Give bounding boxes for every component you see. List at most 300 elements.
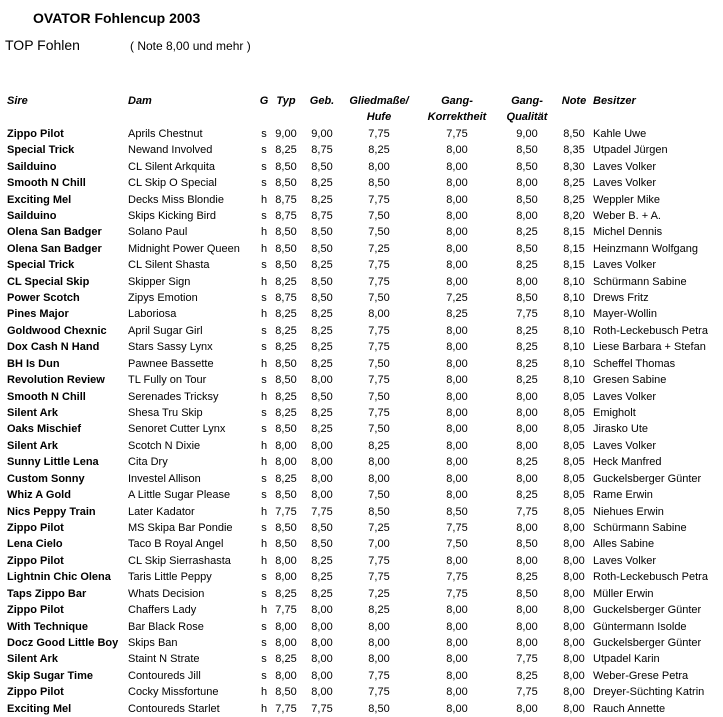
cell-gliedmasse-hufe: 7,75 (368, 571, 390, 584)
cell-note: 8,15 (563, 226, 585, 239)
cell-dam: Skips Kicking Bird (128, 209, 217, 222)
cell-note: 8,00 (563, 587, 585, 600)
cell-sire: Sailduino (7, 209, 57, 222)
cell-g: h (260, 505, 268, 518)
cell-dam: Aprils Chestnut (128, 127, 203, 140)
cell-gang-qualitaet: 8,00 (516, 439, 538, 452)
cell-besitzer: Rame Erwin (593, 489, 653, 502)
cell-typ: 8,25 (275, 653, 297, 666)
cell-g: s (261, 292, 267, 305)
cell-typ: 8,25 (275, 308, 297, 321)
cell-geb: 8,00 (311, 620, 333, 633)
cell-sire: Nics Peppy Train (7, 505, 96, 518)
cell-gang-qualitaet: 8,50 (516, 242, 538, 255)
cell-gang-qualitaet: 8,00 (516, 554, 538, 567)
cell-typ: 8,50 (275, 489, 297, 502)
cell-gang-korrektheit: 8,00 (446, 226, 468, 239)
cell-typ: 7,75 (275, 505, 297, 518)
cell-sire: Custom Sonny (7, 472, 85, 485)
cell-besitzer: Weber-Grese Petra (593, 669, 689, 682)
cell-gang-qualitaet: 8,50 (516, 587, 538, 600)
cell-besitzer: Guckelsberger Günter (593, 472, 702, 485)
cell-gang-qualitaet: 8,25 (516, 341, 538, 354)
cell-g: s (261, 636, 267, 649)
cell-gliedmasse-hufe: 8,25 (368, 604, 390, 617)
cell-gang-korrektheit: 8,00 (446, 390, 468, 403)
cell-dam: Bar Black Rose (128, 620, 204, 633)
page-title: OVATOR Fohlencup 2003 (33, 10, 201, 26)
cell-gang-qualitaet: 8,00 (516, 636, 538, 649)
cell-geb: 8,25 (311, 341, 333, 354)
cell-dam: Laboriosa (128, 308, 177, 321)
cell-sire: Silent Ark (7, 653, 58, 666)
cell-gang-qualitaet: 7,75 (516, 308, 538, 321)
cell-geb: 8,50 (311, 292, 333, 305)
cell-gliedmasse-hufe: 7,75 (368, 341, 390, 354)
cell-gliedmasse-hufe: 7,50 (368, 226, 390, 239)
cell-gang-korrektheit: 8,00 (446, 407, 468, 420)
cell-note: 8,05 (563, 439, 585, 452)
table-row (7, 241, 719, 257)
col-header-besitzer: Besitzer (593, 95, 636, 107)
cell-g: h (260, 604, 268, 617)
table-row (7, 224, 719, 240)
cell-sire: Zippo Pilot (7, 604, 64, 617)
cell-geb: 8,50 (311, 226, 333, 239)
cell-geb: 8,25 (311, 587, 333, 600)
cell-note: 8,00 (563, 620, 585, 633)
col-header-gliedmasse-hufe: Gliedmaße/ Hufe (349, 95, 409, 124)
cell-gliedmasse-hufe: 8,00 (368, 472, 390, 485)
cell-geb: 8,00 (311, 472, 333, 485)
col-header-geb: Geb. (309, 95, 335, 107)
col-header-gang-qualitaet: Gang- Qualität (506, 95, 548, 124)
cell-typ: 8,50 (275, 374, 297, 387)
cell-gliedmasse-hufe: 8,25 (368, 144, 390, 157)
cell-dam: CL Skip O Special (128, 177, 217, 190)
cell-besitzer: Weber B. + A. (593, 209, 661, 222)
cell-gang-qualitaet: 7,75 (516, 505, 538, 518)
cell-g: h (260, 226, 268, 239)
cell-g: s (261, 669, 267, 682)
cell-dam: CL Silent Shasta (128, 259, 210, 272)
cell-note: 8,05 (563, 390, 585, 403)
cell-typ: 8,75 (275, 292, 297, 305)
cell-besitzer: Guckelsberger Günter (593, 604, 702, 617)
cell-sire: Zippo Pilot (7, 521, 64, 534)
cell-gliedmasse-hufe: 7,75 (368, 554, 390, 567)
cell-sire: Pines Major (7, 308, 69, 321)
cell-typ: 8,25 (275, 324, 297, 337)
table-row (7, 339, 719, 355)
cell-note: 8,00 (563, 636, 585, 649)
cell-geb: 8,75 (311, 144, 333, 157)
table-row (7, 356, 719, 372)
cell-gang-qualitaet: 8,25 (516, 489, 538, 502)
cell-typ: 8,00 (275, 620, 297, 633)
cell-gang-korrektheit: 8,00 (446, 489, 468, 502)
col-header-gang-korrektheit: Gang- Korrektheit (427, 95, 487, 124)
cell-typ: 8,50 (275, 538, 297, 551)
cell-dam: Senoret Cutter Lynx (128, 423, 226, 436)
cell-gang-korrektheit: 8,00 (446, 193, 468, 206)
cell-dam: Investel Allison (128, 472, 201, 485)
cell-note: 8,00 (563, 571, 585, 584)
cell-sire: BH Is Dun (7, 357, 60, 370)
cell-gliedmasse-hufe: 8,00 (368, 160, 390, 173)
cell-gang-qualitaet: 8,00 (516, 390, 538, 403)
cell-sire: Special Trick (7, 144, 75, 157)
cell-gliedmasse-hufe: 7,75 (368, 275, 390, 288)
cell-g: h (260, 456, 268, 469)
cell-gang-qualitaet: 8,50 (516, 193, 538, 206)
cell-sire: Sunny Little Lena (7, 456, 99, 469)
cell-dam: A Little Sugar Please (128, 489, 231, 502)
cell-sire: Exciting Mel (7, 702, 72, 715)
cell-gliedmasse-hufe: 7,50 (368, 489, 390, 502)
cell-typ: 8,00 (275, 571, 297, 584)
table-row (7, 471, 719, 487)
table-row (7, 668, 719, 684)
cell-typ: 8,25 (275, 341, 297, 354)
cell-geb: 8,00 (311, 636, 333, 649)
cell-typ: 8,00 (275, 554, 297, 567)
cell-gang-korrektheit: 8,00 (446, 439, 468, 452)
cell-dam: Shesa Tru Skip (128, 407, 203, 420)
cell-gliedmasse-hufe: 7,75 (368, 259, 390, 272)
cell-note: 8,00 (563, 686, 585, 699)
cell-gang-korrektheit: 8,00 (446, 472, 468, 485)
cell-sire: Docz Good Little Boy (7, 636, 119, 649)
table-row (7, 323, 719, 339)
cell-besitzer: Guckelsberger Günter (593, 636, 702, 649)
table-row (7, 454, 719, 470)
cell-dam: Pawnee Bassette (128, 357, 214, 370)
cell-dam: Later Kadator (128, 505, 195, 518)
cell-sire: Whiz A Gold (7, 489, 71, 502)
cell-gang-korrektheit: 7,75 (446, 587, 468, 600)
cell-gliedmasse-hufe: 7,75 (368, 686, 390, 699)
cell-gang-korrektheit: 8,00 (446, 177, 468, 190)
cell-geb: 8,00 (311, 669, 333, 682)
cell-sire: Oaks Mischief (7, 423, 81, 436)
cell-gang-qualitaet: 8,00 (516, 275, 538, 288)
cell-besitzer: Scheffel Thomas (593, 357, 676, 370)
cell-sire: Revolution Review (7, 374, 105, 387)
cell-geb: 8,00 (311, 374, 333, 387)
cell-besitzer: Laves Volker (593, 439, 656, 452)
cell-gang-qualitaet: 8,00 (516, 620, 538, 633)
cell-gang-korrektheit: 8,00 (446, 620, 468, 633)
cell-gang-korrektheit: 8,00 (446, 702, 468, 715)
table-row (7, 257, 719, 273)
cell-sire: Exciting Mel (7, 193, 72, 206)
cell-note: 8,25 (563, 193, 585, 206)
cell-g: h (260, 702, 268, 715)
table-row (7, 372, 719, 388)
cell-note: 8,05 (563, 472, 585, 485)
cell-typ: 8,25 (275, 275, 297, 288)
cell-gang-qualitaet: 8,25 (516, 259, 538, 272)
col-header-sire: Sire (7, 95, 28, 107)
cell-gang-korrektheit: 8,00 (446, 456, 468, 469)
table-row (7, 142, 719, 158)
table-row (7, 274, 719, 290)
cell-geb: 8,00 (311, 439, 333, 452)
cell-typ: 8,25 (275, 472, 297, 485)
cell-gliedmasse-hufe: 8,00 (368, 456, 390, 469)
cell-g: h (260, 242, 268, 255)
cell-geb: 8,50 (311, 275, 333, 288)
table-row (7, 504, 719, 520)
cell-gang-qualitaet: 8,50 (516, 144, 538, 157)
cell-typ: 8,75 (275, 209, 297, 222)
cell-gang-korrektheit: 8,00 (446, 554, 468, 567)
cell-g: s (261, 127, 267, 140)
cell-gang-korrektheit: 8,00 (446, 259, 468, 272)
cell-sire: Lena Cielo (7, 538, 63, 551)
cell-sire: Power Scotch (7, 292, 80, 305)
cell-note: 8,20 (563, 209, 585, 222)
cell-geb: 8,00 (311, 489, 333, 502)
cell-gang-korrektheit: 8,00 (446, 374, 468, 387)
cell-note: 8,10 (563, 374, 585, 387)
cell-gang-korrektheit: 8,00 (446, 275, 468, 288)
table-row (7, 159, 719, 175)
cell-typ: 8,50 (275, 160, 297, 173)
cell-typ: 8,25 (275, 407, 297, 420)
table-row (7, 208, 719, 224)
cell-note: 8,00 (563, 521, 585, 534)
cell-dam: Decks Miss Blondie (128, 193, 224, 206)
cell-gang-qualitaet: 8,00 (516, 209, 538, 222)
cell-gang-qualitaet: 8,50 (516, 292, 538, 305)
cell-geb: 8,25 (311, 554, 333, 567)
cell-g: s (261, 653, 267, 666)
cell-besitzer: Utpadel Jürgen (593, 144, 668, 157)
table-row (7, 602, 719, 618)
cell-g: s (261, 472, 267, 485)
cell-gliedmasse-hufe: 8,00 (368, 308, 390, 321)
cell-sire: Smooth N Chill (7, 177, 86, 190)
cell-note: 8,30 (563, 160, 585, 173)
table-row (7, 586, 719, 602)
cell-geb: 8,25 (311, 407, 333, 420)
cell-dam: CL Skip Sierrashasta (128, 554, 231, 567)
cell-besitzer: Schürmann Sabine (593, 521, 687, 534)
cell-geb: 8,00 (311, 604, 333, 617)
cell-besitzer: Laves Volker (593, 177, 656, 190)
cell-gang-qualitaet: 8,00 (516, 472, 538, 485)
table-row (7, 701, 719, 717)
table-row (7, 520, 719, 536)
cell-note: 8,10 (563, 292, 585, 305)
cell-dam: CL Silent Arkquita (128, 160, 216, 173)
results-table (7, 93, 719, 717)
table-header-row (7, 93, 719, 126)
cell-g: s (261, 521, 267, 534)
cell-note: 8,10 (563, 341, 585, 354)
cell-besitzer: Dreyer-Süchting Katrin (593, 686, 705, 699)
cell-gliedmasse-hufe: 7,00 (368, 538, 390, 551)
subtitle-note: ( Note 8,00 und mehr ) (130, 39, 251, 53)
cell-dam: Stars Sassy Lynx (128, 341, 213, 354)
cell-besitzer: Michel Dennis (593, 226, 663, 239)
cell-gang-korrektheit: 8,00 (446, 686, 468, 699)
cell-typ: 8,50 (275, 357, 297, 370)
cell-gang-qualitaet: 8,00 (516, 604, 538, 617)
cell-gang-qualitaet: 8,00 (516, 521, 538, 534)
cell-geb: 8,25 (311, 177, 333, 190)
cell-besitzer: Güntermann Isolde (593, 620, 687, 633)
cell-typ: 8,25 (275, 390, 297, 403)
cell-gliedmasse-hufe: 7,25 (368, 521, 390, 534)
cell-dam: April Sugar Girl (128, 324, 203, 337)
cell-besitzer: Niehues Erwin (593, 505, 664, 518)
table-row (7, 126, 719, 142)
table-row (7, 553, 719, 569)
cell-gang-korrektheit: 8,00 (446, 242, 468, 255)
cell-dam: Zipys Emotion (128, 292, 198, 305)
cell-besitzer: Rauch Annette (593, 702, 666, 715)
cell-gang-korrektheit: 8,25 (446, 308, 468, 321)
cell-sire: Skip Sugar Time (7, 669, 93, 682)
cell-besitzer: Roth-Leckebusch Petra (593, 324, 708, 337)
cell-typ: 8,00 (275, 439, 297, 452)
cell-typ: 9,00 (275, 127, 297, 140)
cell-geb: 8,25 (311, 324, 333, 337)
cell-gliedmasse-hufe: 8,50 (368, 505, 390, 518)
cell-sire: Special Trick (7, 259, 75, 272)
cell-besitzer: Heinzmann Wolfgang (593, 242, 698, 255)
cell-gliedmasse-hufe: 7,75 (368, 407, 390, 420)
table-row (7, 487, 719, 503)
cell-gliedmasse-hufe: 7,75 (368, 127, 390, 140)
cell-gang-qualitaet: 8,25 (516, 226, 538, 239)
cell-dam: Skips Ban (128, 636, 178, 649)
cell-geb: 8,25 (311, 308, 333, 321)
cell-geb: 8,00 (311, 653, 333, 666)
cell-sire: Lightnin Chic Olena (7, 571, 111, 584)
cell-g: s (261, 209, 267, 222)
cell-gang-qualitaet: 8,25 (516, 571, 538, 584)
col-header-typ: Typ (276, 95, 296, 107)
cell-besitzer: Utpadel Karin (593, 653, 660, 666)
cell-g: s (261, 571, 267, 584)
cell-dam: Cocky Missfortune (128, 686, 219, 699)
cell-typ: 8,25 (275, 587, 297, 600)
cell-typ: 8,00 (275, 456, 297, 469)
cell-sire: Zippo Pilot (7, 554, 64, 567)
cell-gliedmasse-hufe: 8,50 (368, 702, 390, 715)
cell-typ: 8,50 (275, 226, 297, 239)
cell-typ: 8,25 (275, 144, 297, 157)
cell-gang-qualitaet: 9,00 (516, 127, 538, 140)
cell-sire: Silent Ark (7, 439, 58, 452)
cell-gliedmasse-hufe: 7,75 (368, 193, 390, 206)
cell-geb: 8,00 (311, 686, 333, 699)
cell-g: h (260, 686, 268, 699)
cell-g: s (261, 177, 267, 190)
cell-gliedmasse-hufe: 8,00 (368, 653, 390, 666)
cell-gang-korrektheit: 7,75 (446, 521, 468, 534)
cell-gliedmasse-hufe: 7,50 (368, 209, 390, 222)
cell-besitzer: Emigholt (593, 407, 636, 420)
cell-gang-korrektheit: 8,00 (446, 423, 468, 436)
cell-besitzer: Roth-Leckebusch Petra (593, 571, 708, 584)
cell-typ: 8,50 (275, 242, 297, 255)
page-subtitle: TOP Fohlen (5, 37, 80, 53)
cell-dam: Serenades Tricksy (128, 390, 219, 403)
cell-note: 8,05 (563, 423, 585, 436)
cell-gliedmasse-hufe: 8,25 (368, 439, 390, 452)
cell-note: 8,05 (563, 407, 585, 420)
table-row (7, 405, 719, 421)
cell-typ: 7,75 (275, 702, 297, 715)
cell-gang-qualitaet: 7,75 (516, 653, 538, 666)
cell-g: h (260, 439, 268, 452)
col-header-dam: Dam (128, 95, 152, 107)
cell-sire: Zippo Pilot (7, 686, 64, 699)
cell-typ: 8,50 (275, 259, 297, 272)
cell-besitzer: Liese Barbara + Stefan (593, 341, 706, 354)
cell-dam: TL Fully on Tour (128, 374, 207, 387)
cell-gang-qualitaet: 8,00 (516, 177, 538, 190)
cell-note: 8,15 (563, 259, 585, 272)
cell-gang-korrektheit: 8,00 (446, 357, 468, 370)
cell-note: 8,10 (563, 324, 585, 337)
cell-sire: Dox Cash N Hand (7, 341, 100, 354)
cell-g: h (260, 308, 268, 321)
cell-besitzer: Müller Erwin (593, 587, 654, 600)
table-row (7, 306, 719, 322)
cell-dam: Midnight Power Queen (128, 242, 240, 255)
cell-note: 8,15 (563, 242, 585, 255)
table-row (7, 619, 719, 635)
cell-geb: 8,25 (311, 423, 333, 436)
cell-g: s (261, 374, 267, 387)
cell-geb: 8,25 (311, 571, 333, 584)
cell-g: s (261, 423, 267, 436)
cell-g: h (260, 357, 268, 370)
table-row (7, 536, 719, 552)
col-header-g: G (259, 95, 269, 107)
cell-geb: 8,25 (311, 259, 333, 272)
cell-sire: Silent Ark (7, 407, 58, 420)
cell-gang-korrektheit: 8,00 (446, 604, 468, 617)
cell-geb: 8,50 (311, 242, 333, 255)
cell-gang-qualitaet: 8,25 (516, 456, 538, 469)
cell-gliedmasse-hufe: 7,50 (368, 390, 390, 403)
cell-gang-korrektheit: 7,50 (446, 538, 468, 551)
cell-gang-qualitaet: 8,25 (516, 357, 538, 370)
cell-g: s (261, 341, 267, 354)
cell-dam: Contoureds Starlet (128, 702, 220, 715)
cell-note: 8,05 (563, 456, 585, 469)
cell-note: 8,35 (563, 144, 585, 157)
cell-note: 8,10 (563, 308, 585, 321)
cell-typ: 8,75 (275, 193, 297, 206)
cell-gliedmasse-hufe: 7,50 (368, 292, 390, 305)
cell-dam: Cita Dry (128, 456, 168, 469)
cell-g: s (261, 489, 267, 502)
cell-geb: 8,00 (311, 456, 333, 469)
table-row (7, 421, 719, 437)
cell-g: h (260, 538, 268, 551)
cell-gang-qualitaet: 8,50 (516, 160, 538, 173)
table-row (7, 438, 719, 454)
cell-gang-qualitaet: 7,75 (516, 686, 538, 699)
